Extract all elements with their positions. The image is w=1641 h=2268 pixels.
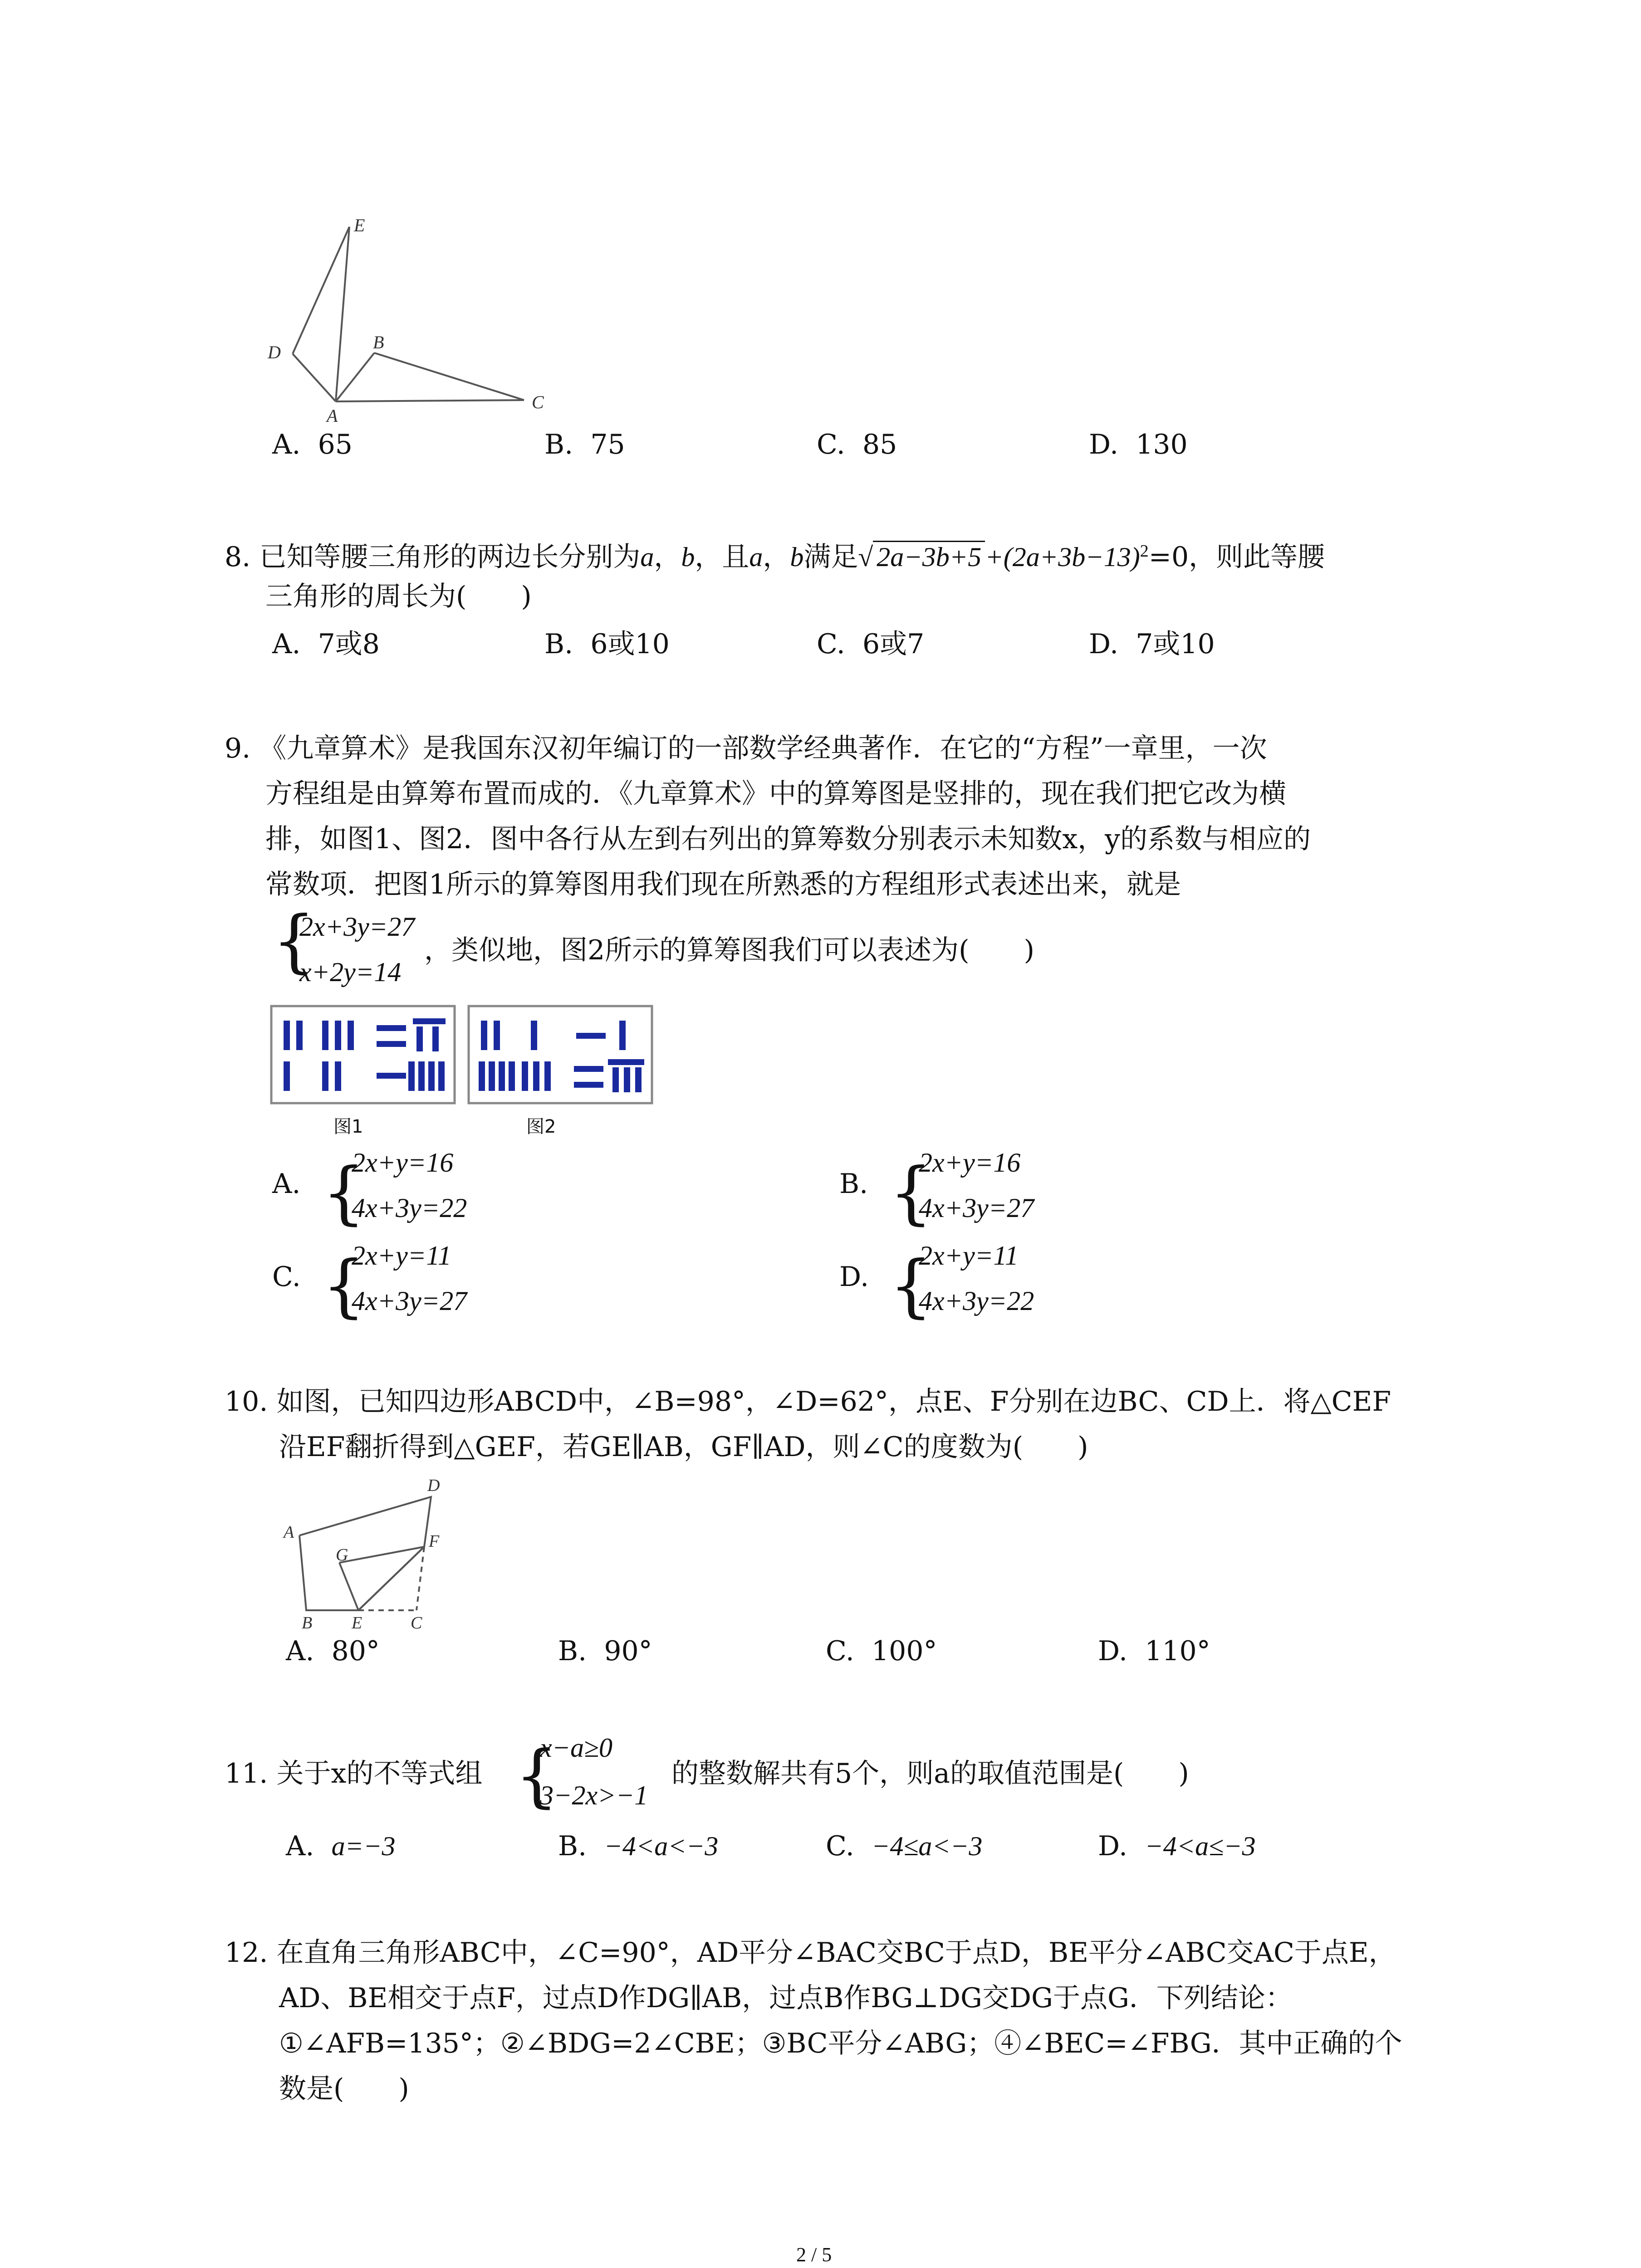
q8-option-c-letter: C. <box>817 628 845 660</box>
q11-prefix-text: 关于x的不等式组 <box>276 1758 483 1789</box>
q10-option-b-text: 90° <box>604 1635 652 1667</box>
q7-option-a-letter: A. <box>272 429 301 460</box>
q7-option-d-text: 130 <box>1136 429 1188 460</box>
q8-option-d-text: 7或10 <box>1136 628 1215 660</box>
q8-text-and: ，且 <box>695 541 749 573</box>
q8-exponent: 2 <box>1140 542 1149 561</box>
q10-option-d <box>1098 1631 1210 1672</box>
q11-option-d <box>1098 1826 1256 1867</box>
q10-segment-EF <box>358 1547 424 1610</box>
q10-option-d-letter: D. <box>1098 1635 1128 1667</box>
q9-line1 <box>225 726 1267 771</box>
q8-sep: ， <box>654 541 681 573</box>
q8-option-c <box>817 624 924 665</box>
q10-label-D: D <box>427 1476 440 1495</box>
q8-var-a: a <box>640 542 654 572</box>
q12-line3: ①∠AFB=135°；②∠BDG=2∠CBE；③BC平分∠ABG；④∠BEC=∠FBG．其中正确的个 <box>279 2028 1402 2059</box>
q9-option-a-eq2: 4x+3y=22 <box>352 1193 467 1223</box>
q11-number: 11. <box>225 1758 268 1789</box>
q8-text-satisfy: 满足 <box>803 541 858 573</box>
q7-option-b <box>544 424 625 465</box>
q10-quad-outline <box>299 1497 431 1610</box>
q11-option-c-text: −4≤a<−3 <box>872 1831 983 1861</box>
q8-option-b-letter: B. <box>544 628 573 660</box>
q11-option-a-letter: A. <box>286 1830 314 1862</box>
q11-option-b <box>558 1826 718 1867</box>
q11-suffix: 的整数解共有5个，则a的取值范围是( ) <box>671 1758 1189 1789</box>
q8-option-a-text: 7或8 <box>318 628 380 660</box>
q10-option-b <box>558 1631 652 1672</box>
q10-option-c-letter: C. <box>826 1635 854 1667</box>
q7-option-b-text: 75 <box>590 429 625 460</box>
q7-segment-AC <box>336 400 524 401</box>
q8-option-a <box>272 624 380 665</box>
q10-label-B: B <box>302 1613 313 1633</box>
q7-label-E: E <box>354 215 365 235</box>
q8-sqrt-content: 2a−3b+5 <box>873 541 985 572</box>
q12-line1 <box>225 1930 1396 1975</box>
q10-line1-text: 如图，已知四边形ABCD中，∠B=98°，∠D=62°，点E、F分别在边BC、CD上．将△CEF <box>276 1386 1391 1418</box>
q8-var-b2: b <box>790 542 804 572</box>
q8-line1 <box>225 528 1325 580</box>
q7-segment-BC <box>374 353 524 400</box>
q9-line4: 常数项．把图1所示的算筹图用我们现在所熟悉的方程组形式表述出来，就是 <box>265 869 1181 900</box>
q11-option-b-text: −4<a<−3 <box>604 1831 719 1861</box>
q8-option-c-text: 6或7 <box>862 628 925 660</box>
q10-label-A: A <box>284 1523 294 1542</box>
q8-eq-zero: =0，则此等腰 <box>1148 541 1325 573</box>
q8-var-b: b <box>681 542 695 572</box>
q12-line4: 数是( ) <box>279 2073 409 2105</box>
q11-option-b-letter: B. <box>558 1830 587 1862</box>
q10-label-C: C <box>411 1613 422 1633</box>
q9-option-b-eq2: 4x+3y=27 <box>919 1193 1034 1223</box>
q8-sep2: ， <box>763 541 790 573</box>
q10-option-c-text: 100° <box>872 1635 937 1667</box>
q10-label-F: F <box>429 1532 440 1551</box>
q10-line2: 沿EF翻折得到△GEF，若GE∥AB，GF∥AD，则∠C的度数为( ) <box>279 1431 1088 1463</box>
q7-option-c-letter: C. <box>817 429 845 460</box>
q11-prefix <box>225 1751 482 1796</box>
q9-option-c-brace: { <box>322 1246 366 1325</box>
q8-var-a2: a <box>749 542 763 572</box>
q11-option-a-text: a=−3 <box>331 1831 396 1861</box>
q9-line2: 方程组是由算筹布置而成的．《九章算术》中的算筹图是竖排的，现在我们把它改为横 <box>265 778 1286 810</box>
q11-option-c <box>826 1826 982 1867</box>
q11-option-a <box>286 1826 396 1867</box>
q9-option-b-letter: B. <box>839 1168 868 1200</box>
q9-option-d-brace: { <box>889 1246 933 1325</box>
q9-rod-figure-1 <box>270 1005 456 1105</box>
q8-number: 8. <box>225 541 251 573</box>
q7-option-b-letter: B. <box>544 429 573 460</box>
q10-option-a-letter: A. <box>286 1635 314 1667</box>
q7-option-a <box>272 424 353 465</box>
q7-option-d <box>1089 424 1188 465</box>
q7-option-a-text: 65 <box>318 429 353 460</box>
q11-option-c-letter: C. <box>826 1830 854 1862</box>
q7-segment-AB <box>336 353 374 401</box>
q8-option-d <box>1089 624 1215 665</box>
q7-label-B: B <box>373 332 384 352</box>
q10-option-c <box>826 1631 937 1672</box>
q9-after-system: ，类似地，图2所示的算筹图我们可以表述为( ) <box>424 934 1034 966</box>
q9-system-eq2: x+2y=14 <box>299 957 402 987</box>
q9-option-d-eq1: 2x+y=11 <box>919 1241 1019 1271</box>
q10-number: 10. <box>225 1386 268 1418</box>
q11-ineq2: 3−2x>−1 <box>540 1780 648 1810</box>
q9-system-eq1: 2x+3y=27 <box>299 912 415 942</box>
q9-option-a-brace: { <box>322 1154 366 1232</box>
q9-fig2-caption: 图2 <box>526 1116 556 1137</box>
q10-option-a <box>286 1631 380 1672</box>
q9-option-a-letter: A. <box>272 1168 301 1200</box>
q8-sqrt: √ 2a−3b+5 <box>858 541 985 572</box>
q8-option-a-letter: A. <box>272 628 301 660</box>
q9-system-brace: { <box>272 902 316 981</box>
q10-label-E: E <box>352 1613 362 1633</box>
q7-label-C: C <box>532 392 544 412</box>
q9-option-c-eq2: 4x+3y=27 <box>352 1286 467 1316</box>
q10-option-a-text: 80° <box>331 1635 380 1667</box>
q9-number: 9. <box>225 733 251 764</box>
q9-option-d-eq2: 4x+3y=22 <box>919 1286 1034 1316</box>
q10-label-G: G <box>336 1545 348 1564</box>
q9-option-c-eq1: 2x+y=11 <box>352 1241 451 1271</box>
q9-line3: 排，如图1、图2．图中各行从左到右列出的算筹数分别表示未知数x，y的系数与相应的 <box>265 823 1311 855</box>
q10-segment-FC-dashed <box>416 1547 424 1610</box>
q8-text: 已知等腰三角形的两边长分别为 <box>259 541 641 573</box>
q11-system-brace: { <box>515 1736 558 1815</box>
q7-option-d-letter: D. <box>1089 429 1119 460</box>
q12-number: 12. <box>225 1937 268 1969</box>
q9-option-b-eq1: 2x+y=16 <box>919 1148 1021 1178</box>
q7-label-D: D <box>268 342 281 362</box>
q9-option-c-letter: C. <box>272 1261 301 1293</box>
q9-option-b-brace: { <box>889 1154 933 1232</box>
q11-option-d-text: −4<a≤−3 <box>1145 1831 1256 1861</box>
q8-expr: +(2a+3b−13) <box>985 542 1140 572</box>
q10-quadrilateral-figure <box>272 1472 463 1635</box>
q8-line2: 三角形的周长为( ) <box>265 581 532 612</box>
q9-fig1-caption: 图1 <box>333 1116 363 1137</box>
q7-segment-DA <box>293 354 336 401</box>
q10-option-b-letter: B. <box>558 1635 587 1667</box>
q8-option-b <box>544 624 670 665</box>
q11-option-d-letter: D. <box>1098 1830 1128 1862</box>
q7-label-A: A <box>327 406 338 426</box>
q9-rod-figure-2 <box>467 1005 653 1105</box>
q9-option-d-letter: D. <box>839 1261 869 1293</box>
q8-option-d-letter: D. <box>1089 628 1119 660</box>
q9-line1-text: 《九章算术》是我国东汉初年编订的一部数学经典著作．在它的“方程”一章里，一次 <box>259 733 1267 764</box>
q8-option-b-text: 6或10 <box>590 628 670 660</box>
q9-option-a-eq1: 2x+y=16 <box>352 1148 454 1178</box>
q12-line1-text: 在直角三角形ABC中，∠C=90°，AD平分∠BAC交BC于点D，BE平分∠ABC交AC于点E， <box>276 1937 1396 1969</box>
page-number: 2 / 5 <box>796 2244 832 2266</box>
q12-line2: AD、BE相交于点F，过点D作DG∥AB，过点B作BG⊥DG交DG于点G．下列结论： <box>279 1982 1293 2014</box>
q7-option-c-text: 85 <box>862 429 897 460</box>
q10-line1 <box>225 1379 1391 1424</box>
q7-triangle-figure <box>254 209 572 426</box>
q11-ineq1: x−a≥0 <box>540 1733 613 1763</box>
q10-option-d-text: 110° <box>1145 1635 1210 1667</box>
q10-segment-EG <box>339 1563 358 1610</box>
q7-option-c <box>817 424 897 465</box>
